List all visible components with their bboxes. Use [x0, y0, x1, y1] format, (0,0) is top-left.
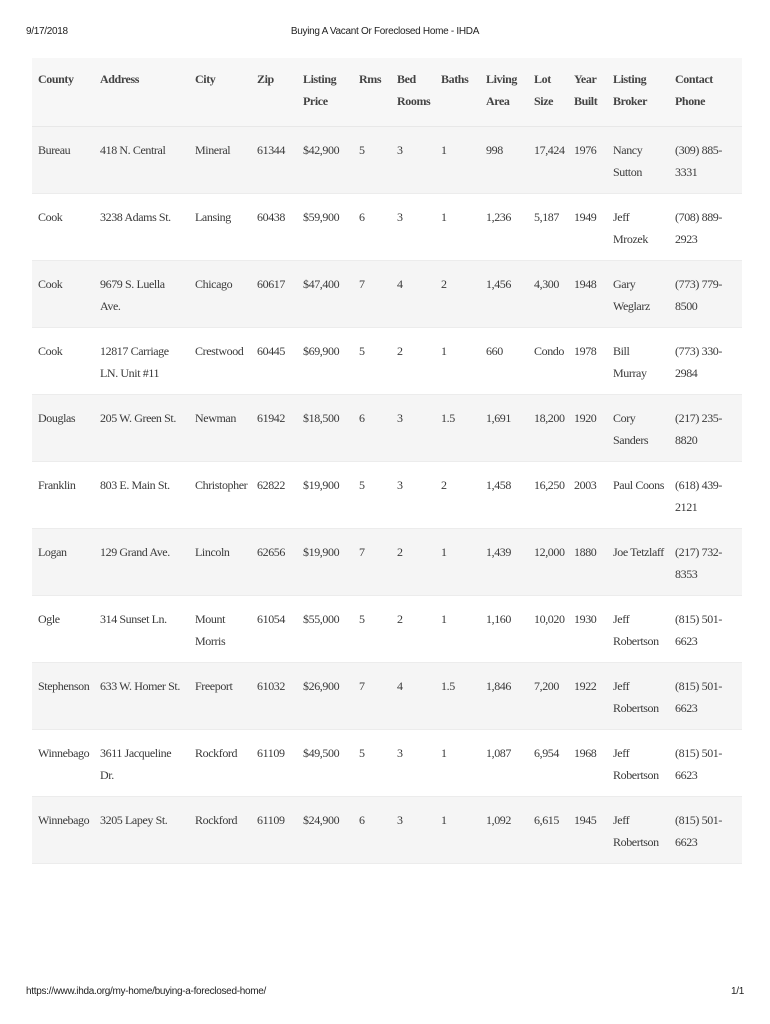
- cell-bedrooms: 3: [397, 746, 403, 760]
- cell-address: 205 W. Green St.: [100, 411, 176, 425]
- cell-city: Crestwood: [195, 344, 244, 358]
- cell-listing-price: $47,400: [303, 277, 340, 291]
- table-body: [32, 127, 742, 864]
- cell-living-area: 1,439: [486, 545, 512, 559]
- cell-listing-price: $18,500: [303, 411, 340, 425]
- cell-baths: 1: [441, 746, 447, 760]
- cell-lot-size: 5,187: [534, 210, 560, 224]
- cell-baths: 1.5: [441, 679, 455, 693]
- cell-city: Rockford: [195, 813, 238, 827]
- cell-lot-size: 16,250: [534, 478, 565, 492]
- cell-lot-size: 7,200: [534, 679, 560, 693]
- cell-living-area: 1,092: [486, 813, 512, 827]
- cell-year-built: 1976: [574, 143, 597, 157]
- cell-contact-phone: (815) 501-6623: [675, 679, 722, 715]
- cell-address: 129 Grand Ave.: [100, 545, 170, 559]
- cell-zip: 62656: [257, 545, 286, 559]
- cell-bedrooms: 3: [397, 210, 403, 224]
- cell-year-built: 1930: [574, 612, 597, 626]
- cell-listing-broker: Jeff Robertson: [613, 612, 659, 648]
- cell-rooms: 6: [359, 210, 365, 224]
- cell-bedrooms: 4: [397, 277, 403, 291]
- cell-contact-phone: (815) 501-6623: [675, 612, 722, 648]
- cell-listing-price: $55,000: [303, 612, 340, 626]
- cell-county: Winnebago: [38, 813, 90, 827]
- cell-zip: 60445: [257, 344, 286, 358]
- cell-living-area: 1,456: [486, 277, 512, 291]
- cell-baths: 1: [441, 612, 447, 626]
- cell-listing-price: $49,500: [303, 746, 340, 760]
- cell-contact-phone: (618) 439-2121: [675, 478, 722, 514]
- column-header-city: City: [189, 58, 251, 127]
- cell-contact-phone: (708) 889-2923: [675, 210, 722, 246]
- cell-living-area: 1,846: [486, 679, 512, 693]
- cell-zip: 60438: [257, 210, 286, 224]
- cell-rooms: 6: [359, 813, 365, 827]
- cell-baths: 1: [441, 143, 447, 157]
- cell-lot-size: 12,000: [534, 545, 565, 559]
- cell-county: Douglas: [38, 411, 76, 425]
- cell-city: Rockford: [195, 746, 238, 760]
- cell-year-built: 1968: [574, 746, 597, 760]
- table-row: [32, 194, 742, 261]
- cell-bedrooms: 3: [397, 478, 403, 492]
- cell-city: Mineral: [195, 143, 231, 157]
- cell-lot-size: 4,300: [534, 277, 560, 291]
- table-row: [32, 127, 742, 194]
- cell-bedrooms: 2: [397, 545, 403, 559]
- cell-contact-phone: (217) 235-8820: [675, 411, 722, 447]
- cell-listing-broker: Jeff Robertson: [613, 813, 659, 849]
- cell-address: 633 W. Homer St.: [100, 679, 180, 693]
- cell-contact-phone: (309) 885-3331: [675, 143, 722, 179]
- cell-city: Mount Morris: [195, 612, 226, 648]
- cell-county: Cook: [38, 277, 63, 291]
- cell-listing-broker: Joe Tetzlaff: [613, 545, 664, 559]
- cell-county: Winnebago: [38, 746, 90, 760]
- cell-rooms: 6: [359, 411, 365, 425]
- cell-baths: 2: [441, 478, 447, 492]
- table-row: [32, 529, 742, 596]
- cell-year-built: 1948: [574, 277, 597, 291]
- column-header-baths: Baths: [435, 58, 480, 127]
- cell-listing-price: $69,900: [303, 344, 340, 358]
- cell-baths: 1: [441, 545, 447, 559]
- cell-city: Lansing: [195, 210, 231, 224]
- cell-living-area: 1,458: [486, 478, 512, 492]
- cell-zip: 61054: [257, 612, 286, 626]
- cell-year-built: 1945: [574, 813, 597, 827]
- cell-county: Stephenson: [38, 679, 90, 693]
- cell-year-built: 1978: [574, 344, 597, 358]
- page-title: Buying A Vacant Or Foreclosed Home - IHDA: [290, 26, 480, 37]
- cell-listing-price: $24,900: [303, 813, 340, 827]
- cell-listing-broker: Nancy Sutton: [613, 143, 643, 179]
- cell-living-area: 998: [486, 143, 503, 157]
- cell-baths: 1: [441, 344, 447, 358]
- cell-listing-broker: Gary Weglarz: [613, 277, 650, 313]
- cell-listing-price: $42,900: [303, 143, 340, 157]
- table-row: [32, 596, 742, 663]
- cell-lot-size: 17,424: [534, 143, 565, 157]
- table-row: [32, 462, 742, 529]
- cell-living-area: 1,087: [486, 746, 512, 760]
- column-header-county: County: [32, 58, 94, 127]
- cell-baths: 2: [441, 277, 447, 291]
- cell-bedrooms: 3: [397, 813, 403, 827]
- cell-city: Lincoln: [195, 545, 230, 559]
- cell-rooms: 5: [359, 143, 365, 157]
- page-number: 1/1: [730, 986, 744, 997]
- foreclosed-homes-table: [32, 58, 742, 864]
- cell-address: 3238 Adams St.: [100, 210, 171, 224]
- column-header-bedrooms: Bed Rooms: [391, 58, 435, 127]
- cell-city: Christopher: [195, 478, 248, 492]
- column-header-contact-phone: Contact Phone: [669, 58, 742, 127]
- cell-address: 3611 Jacqueline Dr.: [100, 746, 172, 782]
- cell-lot-size: 6,615: [534, 813, 560, 827]
- cell-city: Freeport: [195, 679, 233, 693]
- cell-contact-phone: (217) 732-8353: [675, 545, 722, 581]
- column-header-address: Address: [94, 58, 189, 127]
- table-row: [32, 730, 742, 797]
- cell-contact-phone: (773) 330-2984: [675, 344, 722, 380]
- cell-county: Logan: [38, 545, 67, 559]
- cell-listing-price: $59,900: [303, 210, 340, 224]
- cell-year-built: 2003: [574, 478, 597, 492]
- cell-listing-price: $26,900: [303, 679, 340, 693]
- cell-rooms: 7: [359, 277, 365, 291]
- cell-lot-size: 18,200: [534, 411, 565, 425]
- cell-zip: 61032: [257, 679, 286, 693]
- cell-city: Chicago: [195, 277, 233, 291]
- cell-bedrooms: 3: [397, 143, 403, 157]
- table-row: [32, 797, 742, 864]
- cell-baths: 1.5: [441, 411, 455, 425]
- cell-listing-broker: Jeff Robertson: [613, 679, 659, 715]
- cell-county: Franklin: [38, 478, 76, 492]
- column-header-living-area: Living Area: [480, 58, 528, 127]
- cell-living-area: 660: [486, 344, 503, 358]
- column-header-lot-size: Lot Size: [528, 58, 568, 127]
- cell-listing-broker: Cory Sanders: [613, 411, 649, 447]
- cell-contact-phone: (773) 779-8500: [675, 277, 722, 313]
- cell-zip: 61109: [257, 813, 285, 827]
- cell-county: Bureau: [38, 143, 71, 157]
- table-row: [32, 663, 742, 730]
- cell-year-built: 1920: [574, 411, 597, 425]
- cell-living-area: 1,691: [486, 411, 512, 425]
- cell-listing-broker: Jeff Mrozek: [613, 210, 648, 246]
- cell-lot-size: 10,020: [534, 612, 565, 626]
- cell-address: 9679 S. Luella Ave.: [100, 277, 165, 313]
- cell-listing-broker: Paul Coons: [613, 478, 665, 492]
- cell-county: Cook: [38, 210, 63, 224]
- cell-contact-phone: (815) 501-6623: [675, 746, 722, 782]
- cell-rooms: 7: [359, 679, 365, 693]
- cell-lot-size: 6,954: [534, 746, 560, 760]
- cell-rooms: 5: [359, 746, 365, 760]
- cell-zip: 61942: [257, 411, 286, 425]
- cell-rooms: 7: [359, 545, 365, 559]
- column-header-zip: Zip: [251, 58, 297, 127]
- cell-address: 418 N. Central: [100, 143, 166, 157]
- cell-county: Cook: [38, 344, 63, 358]
- cell-bedrooms: 2: [397, 344, 403, 358]
- table-row: [32, 395, 742, 462]
- cell-city: Newman: [195, 411, 236, 425]
- cell-zip: 62822: [257, 478, 286, 492]
- cell-baths: 1: [441, 210, 447, 224]
- cell-county: Ogle: [38, 612, 60, 626]
- cell-listing-broker: Bill Murray: [613, 344, 647, 380]
- page-url: https://www.ihda.org/my-home/buying-a-foreclosed-home/: [26, 986, 267, 997]
- cell-bedrooms: 4: [397, 679, 403, 693]
- column-header-listing-price: Listing Price: [297, 58, 353, 127]
- cell-zip: 61109: [257, 746, 285, 760]
- column-header-rooms: Rms: [353, 58, 391, 127]
- cell-year-built: 1922: [574, 679, 597, 693]
- cell-address: 3205 Lapey St.: [100, 813, 168, 827]
- cell-zip: 61344: [257, 143, 286, 157]
- column-header-year-built: Year Built: [568, 58, 607, 127]
- cell-rooms: 5: [359, 344, 365, 358]
- cell-rooms: 5: [359, 612, 365, 626]
- table-row: [32, 261, 742, 328]
- table-row: [32, 328, 742, 395]
- cell-contact-phone: (815) 501-6623: [675, 813, 722, 849]
- column-header-listing-broker: Listing Broker: [607, 58, 669, 127]
- cell-listing-broker: Jeff Robertson: [613, 746, 659, 782]
- cell-listing-price: $19,900: [303, 478, 340, 492]
- cell-lot-size: Condo: [534, 344, 565, 358]
- cell-address: 803 E. Main St.: [100, 478, 170, 492]
- cell-address: 314 Sunset Ln.: [100, 612, 167, 626]
- cell-year-built: 1880: [574, 545, 597, 559]
- cell-baths: 1: [441, 813, 447, 827]
- table-header-row: [32, 58, 742, 127]
- cell-bedrooms: 3: [397, 411, 403, 425]
- cell-year-built: 1949: [574, 210, 597, 224]
- cell-bedrooms: 2: [397, 612, 403, 626]
- cell-zip: 60617: [257, 277, 286, 291]
- cell-living-area: 1,160: [486, 612, 512, 626]
- cell-rooms: 5: [359, 478, 365, 492]
- cell-living-area: 1,236: [486, 210, 512, 224]
- cell-listing-price: $19,900: [303, 545, 340, 559]
- cell-address: 12817 Carriage LN. Unit #11: [100, 344, 169, 380]
- print-date: 9/17/2018: [26, 26, 68, 37]
